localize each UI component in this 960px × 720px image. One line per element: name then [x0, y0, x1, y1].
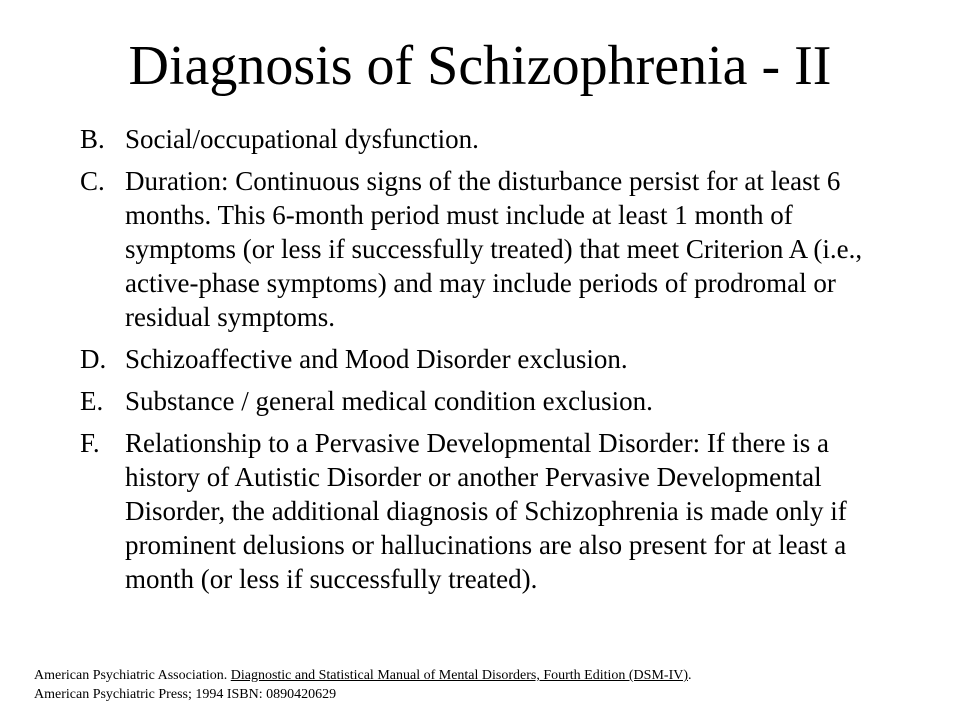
criterion-letter: D. — [80, 344, 107, 374]
criterion-letter: F. — [80, 428, 100, 458]
citation-line-1 — [34, 666, 944, 685]
criterion-text: Relationship to a Pervasive Developmental Disorder: If there is a history of Autistic Disorder or another Pervasive Developmental Disorder, the additional diagnosis of Schizophrenia is made only if prominent delusions or hallucinations are also present for at least a month (or less if successfully treated). — [125, 428, 847, 594]
citation-period: . — [688, 668, 692, 683]
citation — [34, 666, 944, 704]
criterion-text: Social/occupational dysfunction. — [125, 124, 479, 154]
citation-author: American Psychiatric Association. — [34, 668, 231, 683]
criterion-letter: B. — [80, 124, 105, 154]
criterion-e — [80, 384, 880, 418]
criterion-text: Substance / general medical condition exclusion. — [125, 386, 653, 416]
criterion-d — [80, 342, 880, 376]
citation-book-title: Diagnostic and Statistical Manual of Mental Disorders, Fourth Edition (DSM-IV) — [230, 668, 688, 683]
criterion-letter: C. — [80, 166, 105, 196]
criterion-c — [80, 164, 880, 334]
criterion-b — [80, 122, 880, 156]
criterion-letter: E. — [80, 386, 104, 416]
citation-publisher: American Psychiatric Press; 1994 ISBN: 0890420629 — [34, 687, 337, 702]
slide-title: Diagnosis of Schizophrenia - II — [128, 35, 832, 97]
criterion-text: Duration: Continuous signs of the disturbance persist for at least 6 months. This 6-month period must include at least 1 month of symptoms (or less if successfully treated) that meet Criterion A (i.e., active-phase symptoms) and may include periods of prodromal or residual symptoms. — [125, 166, 863, 332]
criteria-list — [80, 122, 880, 604]
criterion-f — [80, 426, 880, 596]
criterion-text: Schizoaffective and Mood Disorder exclusion. — [125, 344, 628, 374]
